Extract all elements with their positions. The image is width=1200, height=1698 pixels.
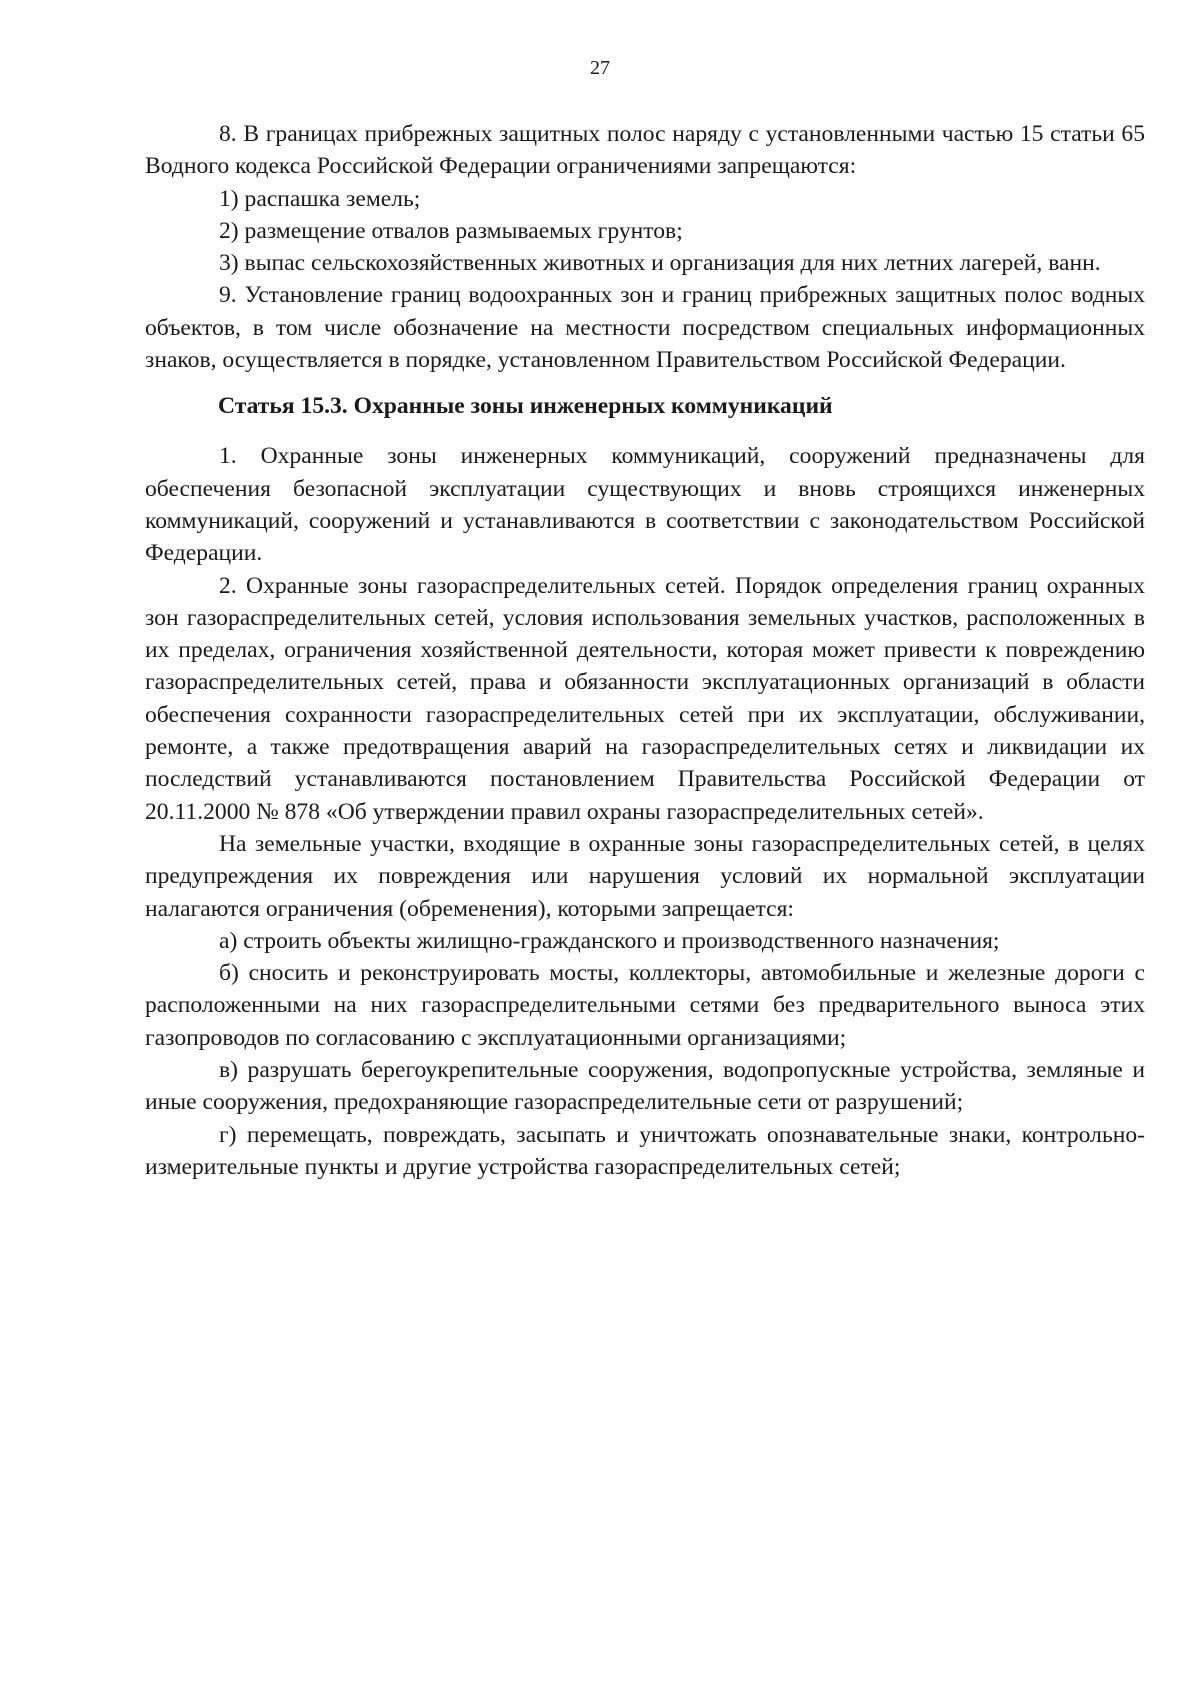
paragraph-2: 2. Охранные зоны газораспределительных сетей. Порядок определения границ охранных зон газораспределительных сетей, условия использования земельных участков, расположенных в их пределах, ограничения хозяйственной деятельности, которая может привести к повреждению газораспределительных сетей, права и обязанности эксплуатационных организаций в области обеспечения сохранности газораспределительных сетей при их эксплуатации, обслуживании, ремонте, а также предотвращения аварий на газораспределительных сетях и ликвидации их последствий устанавливаются постановлением Правительства Российской Федерации от 20.11.2000 № 878 «Об утверждении правил охраны газораспределительных сетей». <box>145 572 1145 825</box>
list-item: г) перемещать, повреждать, засыпать и уничтожать опознавательные знаки, контрольно-измерительные пункты и другие устройства газораспределительных сетей; <box>145 1121 1145 1180</box>
paragraph-restrictions: На земельные участки, входящие в охранные зоны газораспределительных сетей, в целях предупреждения их повреждения или нарушения условий их нормальной эксплуатации налагаются ограничения (обременения), которыми запрещается: <box>145 830 1145 922</box>
page-number: 27 <box>590 57 610 79</box>
list-item: 3) выпас сельскохозяйственных животных и организация для них летних лагерей, ванн. <box>219 250 1101 277</box>
document-body <box>145 118 1145 1183</box>
paragraph-9: 9. Установление границ водоохранных зон и границ прибрежных защитных полос водных объектов, в том числе обозначение на местности посредством специальных информационных знаков, осуществляется в порядке, установленном Правительством Российской Федерации. <box>145 282 1145 374</box>
paragraph-8: 8. В границах прибрежных защитных полос наряду с установленными частью 15 статьи 65 Водного кодекса Российской Федерации ограничениями запрещаются: <box>145 121 1145 180</box>
list-item: 1) распашка земель; <box>219 185 421 212</box>
list-item: в) разрушать берегоукрепительные сооружения, водопропускные устройства, земляные и иные сооружения, предохраняющие газораспределительные сети от разрушений; <box>145 1057 1145 1116</box>
list-item: 2) размещение отвалов размываемых грунтов; <box>219 217 683 244</box>
list-item: а) строить объекты жилищно-гражданского и производственного назначения; <box>219 927 1000 954</box>
list-item: б) сносить и реконструировать мосты, коллекторы, автомобильные и железные дороги с расположенными на них газораспределительными сетями без предварительного выноса этих газопроводов по согласованию с эксплуатационными организациями; <box>145 960 1145 1051</box>
paragraph-1: 1. Охранные зоны инженерных коммуникаций, сооружений предназначены для обеспечения безопасной эксплуатации существующих и вновь строящихся инженерных коммуникаций, сооружений и устанавливаются в соответствии с законодательством Российской Федерации. <box>145 443 1145 567</box>
article-heading: Статья 15.3. Охранные зоны инженерных коммуникаций <box>218 393 833 420</box>
